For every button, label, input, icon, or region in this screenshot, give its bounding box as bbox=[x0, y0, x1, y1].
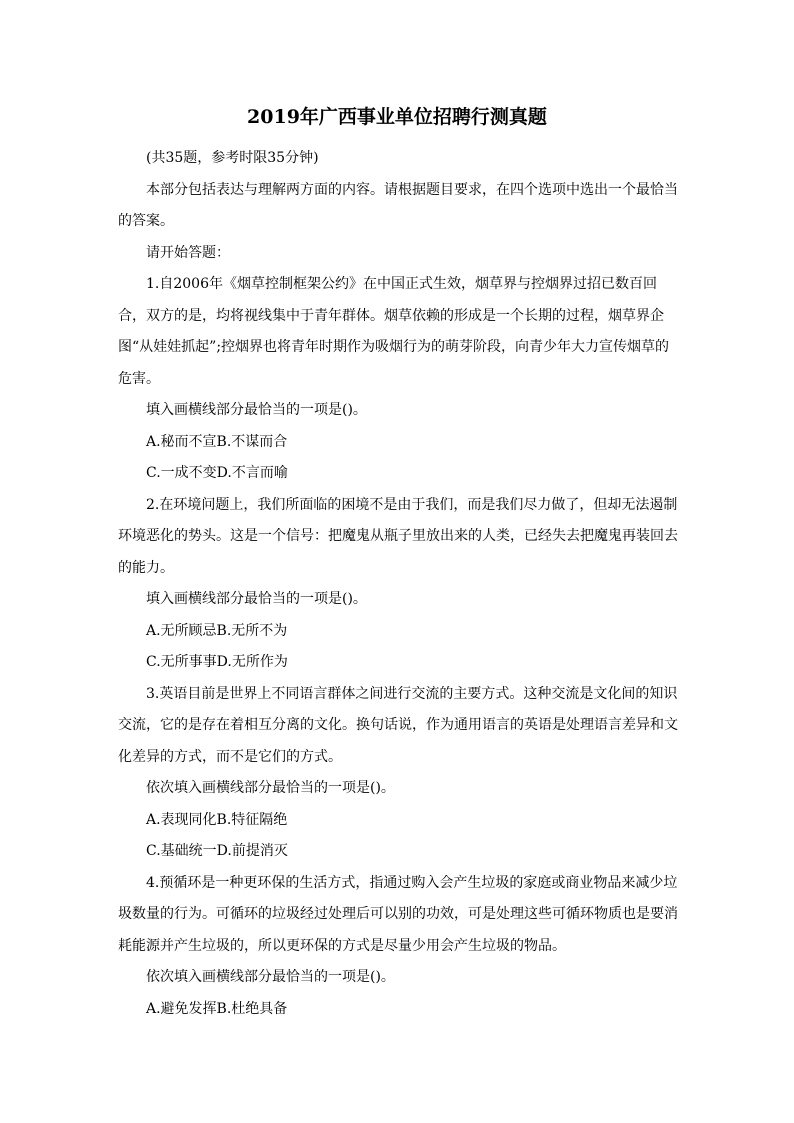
exam-meta: (共35题，参考时限35分钟) bbox=[146, 150, 319, 166]
option-line: C.基础统一D.前提消灭 bbox=[146, 843, 288, 859]
option-line: A.避免发挥B.杜绝具备 bbox=[146, 1000, 288, 1017]
option-line: C.一成不变D.不言而喻 bbox=[146, 465, 288, 481]
question-3 bbox=[118, 679, 678, 868]
question-prompt: 依次填入画横线部分最恰当的一项是()。 bbox=[146, 969, 395, 985]
exam-start: 请开始答题： bbox=[146, 244, 230, 261]
option-line: A.秘而不宣B.不谋而合 bbox=[146, 433, 288, 450]
question-prompt: 填入画横线部分最恰当的一项是()。 bbox=[146, 591, 367, 607]
exam-intro: 本部分包括表达与理解两方面的内容。请根据题目要求，在四个选项中选出一个最恰当的答案。 bbox=[118, 181, 678, 229]
option-line: C.无所事事D.无所作为 bbox=[146, 654, 288, 670]
question-prompt: 依次填入画横线部分最恰当的一项是()。 bbox=[146, 780, 395, 796]
document-body bbox=[118, 143, 678, 1025]
question-1 bbox=[118, 269, 678, 490]
question-2 bbox=[118, 490, 678, 679]
option-line: A.无所顾忌B.无所不为 bbox=[146, 622, 288, 639]
question-prompt: 填入画横线部分最恰当的一项是()。 bbox=[146, 402, 367, 418]
option-line: A.表现同化B.特征隔绝 bbox=[146, 811, 288, 828]
question-stem: 3.英语目前是世界上不同语言群体之间进行交流的主要方式。这种交流是文化间的知识交流，它的是存在着相互分离的文化。换句话说，作为通用语言的英语是处理语言差异和文化差异的方式，而不是它们的方式。 bbox=[118, 685, 678, 765]
question-4 bbox=[118, 868, 678, 1026]
question-stem: 4.预循环是一种更环保的生活方式，指通过购入会产生垃圾的家庭或商业物品来减少垃圾数量的行为。可循环的垃圾经过处理后可以别的功效，可是处理这些可循环物质也是要消耗能源并产生垃圾的，所以更环保的方式是尽量少用会产生垃圾的物品。 bbox=[118, 874, 678, 954]
question-stem: 1.自2006年《烟草控制框架公约》在中国正式生效，烟草界与控烟界过招已数百回合，双方的是，均将视线集中于青年群体。烟草依赖的形成是一个长期的过程，烟草界企图“从娃娃抓起”;控烟界也将青年时期作为吸烟行为的萌芽阶段，向青少年大力宣传烟草的危害。 bbox=[118, 276, 670, 387]
question-stem: 2.在环境问题上，我们所面临的困境不是由于我们，而是我们尽力做了，但却无法遏制环境恶化的势头。这是一个信号：把魔鬼从瓶子里放出来的人类，已经失去把魔鬼再装回去的能力。 bbox=[118, 496, 678, 576]
document-title: 2019年广西事业单位招聘行测真题 bbox=[247, 106, 547, 128]
